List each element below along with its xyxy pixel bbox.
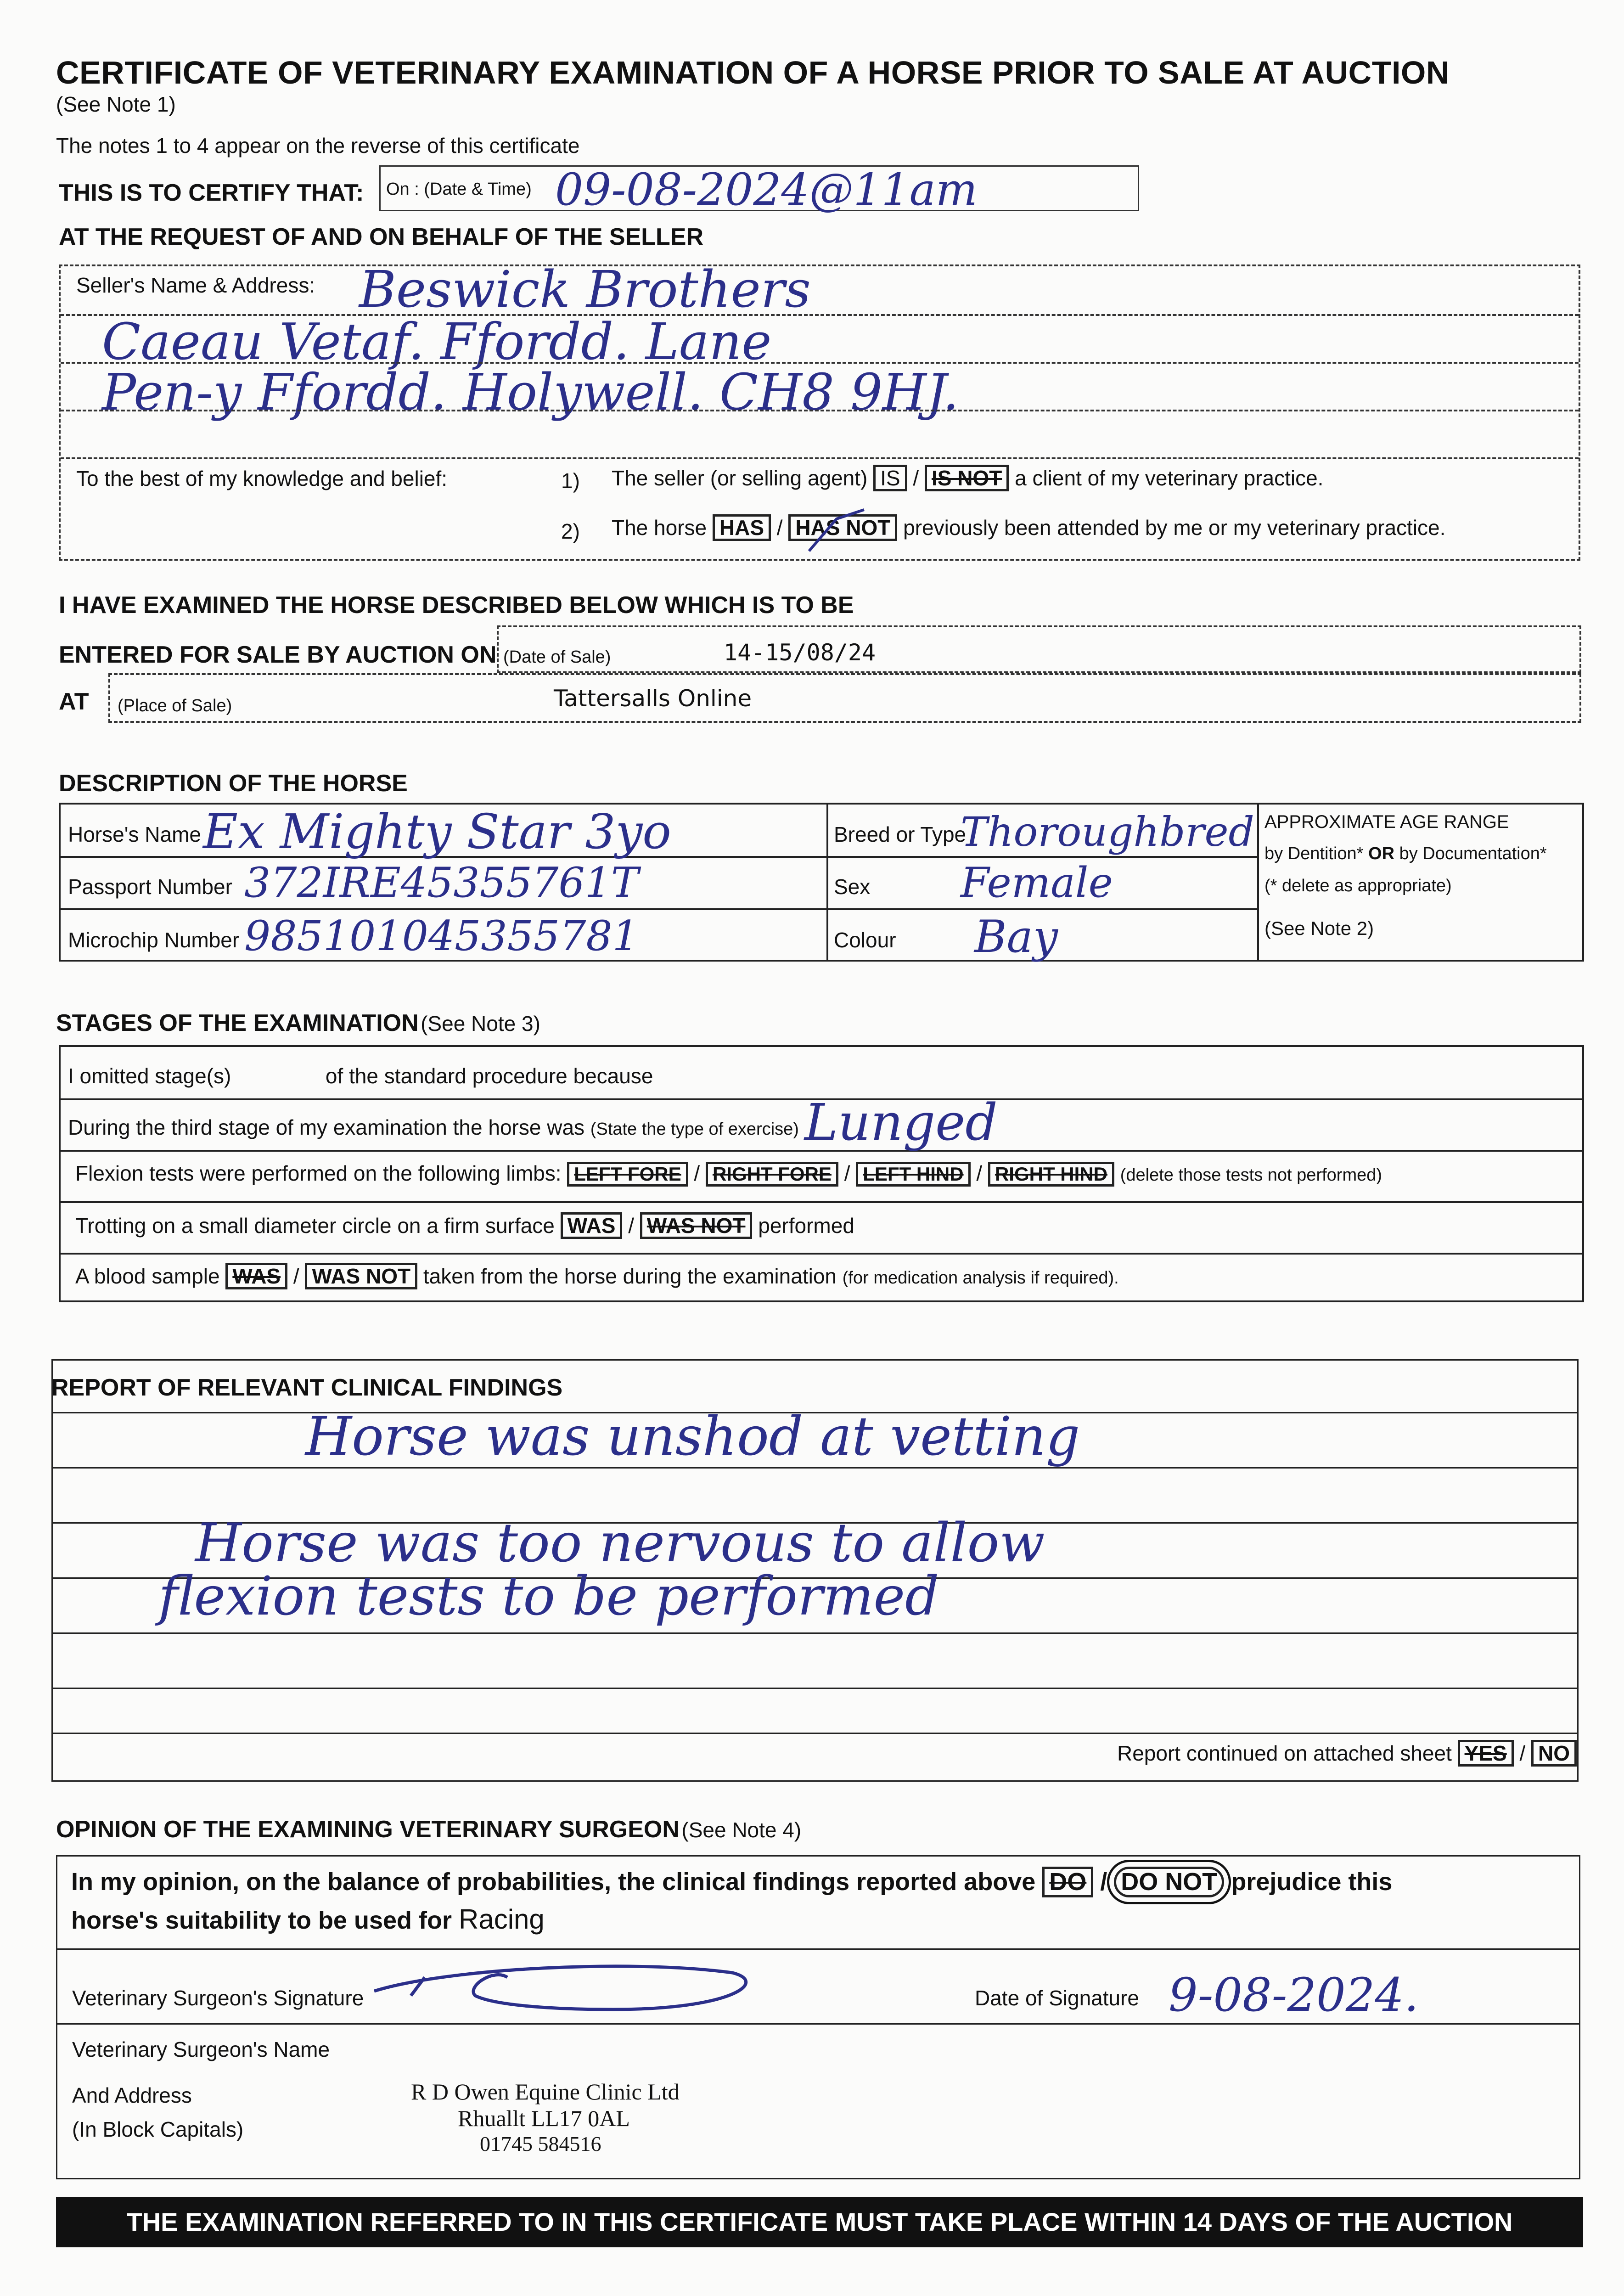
seller-box [59,260,1580,561]
opinion-use-value[interactable]: Racing [459,1904,545,1935]
continued-row: Report continued on attached sheet YES / NO [1117,1740,1577,1767]
omitted-post: of the standard procedure because [325,1064,653,1088]
vet-address-label: And Address [72,2083,192,2107]
sale-place-label: (Place of Sale) [118,696,232,715]
footer-banner [56,2197,1583,2247]
notes-line: The notes 1 to 4 appear on the reverse of this certificate [56,134,580,158]
sale-place-value: Tattersalls Online [554,685,752,712]
certify-label: THIS IS TO CERTIFY THAT: [59,180,364,206]
signature-label: Veterinary Surgeon's Signature [72,1986,364,2010]
passport-value[interactable]: 372IRE45355761T [244,859,639,907]
limb-right-fore[interactable]: RIGHT FORE [706,1162,838,1187]
sale-date-field[interactable] [497,625,1581,673]
vet-name-label: Veterinary Surgeon's Name [72,2037,330,2061]
age-or: OR [1368,844,1395,863]
item1-is-not[interactable]: IS NOT [925,465,1009,491]
item2-post: previously been attended by me or my veterinary practice. [903,516,1446,540]
description-heading: DESCRIPTION OF THE HORSE [59,770,408,797]
desc-col-line-1 [826,805,828,960]
blood-hint: (for medication analysis if required). [842,1268,1119,1288]
examined-line: I HAVE EXAMINED THE HORSE DESCRIBED BELOW WHICH IS TO BE [59,592,854,619]
entered-label: ENTERED FOR SALE BY AUCTION ON [59,642,497,668]
opinion-do-not[interactable]: DO NOT [1114,1867,1224,1897]
colour-value[interactable]: Bay [974,911,1058,962]
limb-left-fore[interactable]: LEFT FORE [567,1162,688,1187]
blood-row: A blood sample WAS / WAS NOT taken from the horse during the examination (for medication analysis if required). [75,1263,1119,1289]
seller-line3[interactable]: Pen-y Ffordd. Holywell. CH8 9HJ. [102,363,959,422]
exercise-value[interactable]: Lunged [804,1093,998,1152]
opinion-text-line2: horse's suitability to be used for [71,1907,452,1934]
report-line-5 [53,1632,1577,1634]
age-documentation[interactable]: by Documentation* [1399,844,1547,863]
report-box [51,1359,1579,1782]
stamp-line-2: Rhuallt LL17 0AL [458,2105,630,2131]
horse-name-label: Horse's Name [68,822,201,846]
see-note-1: (See Note 1) [56,92,176,116]
footer-banner-text: THE EXAMINATION REFERRED TO IN THIS CERTIFICATE MUST TAKE PLACE WITHIN 14 DAYS OF THE AUCTION [126,2207,1513,2236]
description-table [59,803,1584,962]
continued-yes[interactable]: YES [1458,1740,1514,1767]
seller-name-label: Seller's Name & Address: [76,273,315,297]
has-not-strike-mark [804,505,869,556]
on-date-field[interactable] [379,164,1139,215]
item2-has[interactable]: HAS [713,514,771,541]
seller-line1[interactable]: Beswick Brothers [359,260,811,319]
trot-pre: Trotting on a small diameter circle on a firm surface [75,1214,555,1238]
opinion-line2 [71,1903,545,1935]
age-range-title: APPROXIMATE AGE RANGE [1264,812,1509,832]
seller-line2[interactable]: Caeau Vetaf. Ffordd. Lane [102,312,772,371]
seller-section-heading: AT THE REQUEST OF AND ON BEHALF OF THE SELLER [59,224,703,250]
sale-date-label: (Date of Sale) [503,647,611,667]
item1-num: 1) [561,469,580,493]
third-stage-hint: (State the type of exercise) [590,1120,799,1139]
trot-post: performed [758,1214,854,1238]
opinion-text-post: prejudice this [1231,1868,1393,1896]
signature-box [56,1950,1580,2179]
third-stage-row [68,1115,799,1140]
omitted-row [68,1064,653,1088]
on-date-label: On : (Date & Time) [386,180,532,199]
desc-row-line-2 [61,908,1257,910]
blood-was-not[interactable]: WAS NOT [305,1263,417,1289]
trot-was[interactable]: WAS [561,1212,623,1239]
passport-label: Passport Number [68,875,232,899]
block-capitals-label: (In Block Capitals) [72,2117,244,2141]
opinion-text-pre: In my opinion, on the balance of probabilities, the clinical findings reported above [71,1868,1036,1896]
stamp-line-3: 01745 584516 [480,2132,601,2155]
seller-divider-3 [61,410,1579,411]
belief-label: To the best of my knowledge and belief: [76,467,448,490]
blood-was[interactable]: WAS [225,1263,287,1289]
stages-title: STAGES OF THE EXAMINATION [56,1010,419,1036]
certificate-title: CERTIFICATE OF VETERINARY EXAMINATION OF A HORSE PRIOR TO SALE AT AUCTION [56,55,1450,90]
limb-right-hind[interactable]: RIGHT HIND [988,1162,1114,1187]
flexion-row: Flexion tests were performed on the following limbs: LEFT FORE / RIGHT FORE / LEFT HIND / RIGHT HIND (delete those tests not performed) [75,1161,1382,1187]
flexion-pre: Flexion tests were performed on the following limbs: [75,1161,562,1185]
vet-signature[interactable] [356,1941,769,2023]
item2-pre: The horse [612,516,707,540]
item1-row: The seller (or selling agent) IS / IS NOT a client of my veterinary practice. [612,465,1323,491]
microchip-value[interactable]: 985101045355781 [244,912,639,960]
desc-col-line-2 [1257,805,1259,960]
trot-was-not[interactable]: WAS NOT [640,1212,753,1239]
item1-post: a client of my veterinary practice. [1015,466,1324,490]
item2-num: 2) [561,519,580,543]
opinion-heading [56,1816,801,1843]
trot-row: Trotting on a small diameter circle on a firm surface WAS / WAS NOT performed [75,1212,854,1239]
breed-value[interactable]: Thoroughbred [961,808,1254,855]
report-line-7 [53,1733,1577,1734]
breed-label: Breed or Type [834,822,967,846]
continued-label: Report continued on attached sheet [1117,1741,1452,1765]
blood-post: taken from the horse during the examination [423,1264,837,1288]
opinion-see-note: (See Note 4) [681,1818,802,1842]
sale-date-value: 14-15/08/24 [724,639,876,666]
third-stage-text: During the third stage of my examination the horse was [68,1115,585,1139]
stages-table [59,1045,1584,1302]
sale-place-field[interactable] [108,673,1581,723]
stages-line-4 [61,1253,1582,1255]
stages-line-3 [61,1201,1582,1203]
age-range-methods [1264,844,1547,864]
on-date-value: 09-08-2024@11am [555,164,978,215]
item2-row: The horse HAS / HAS NOT previously been attended by me or my veterinary practice. [612,514,1445,541]
horse-name-value[interactable]: Ex Mighty Star 3yo [203,804,671,860]
opinion-box [56,1855,1580,1950]
item1-is[interactable]: IS [873,465,907,491]
age-see-note: (See Note 2) [1264,917,1374,939]
seller-divider-2 [61,362,1579,364]
finding-line-2[interactable]: Horse was too nervous to allow [195,1512,1045,1574]
opinion-title: OPINION OF THE EXAMINING VETERINARY SURGEON [56,1816,680,1843]
age-delete-note: (* delete as appropriate) [1264,876,1452,895]
stages-see-note: (See Note 3) [421,1012,540,1035]
item2-has-not[interactable]: HAS NOT [788,514,897,541]
sig-line-1 [57,2023,1579,2025]
finding-line-1[interactable]: Horse was unshod at vetting [305,1406,1080,1468]
sex-value[interactable]: Female [961,859,1113,907]
sex-label: Sex [834,875,871,899]
date-signature-label: Date of Signature [975,1986,1140,2010]
report-heading: REPORT OF RELEVANT CLINICAL FINDINGS [51,1374,563,1401]
item1-pre: The seller (or selling agent) [612,466,868,490]
omitted-pre: I omitted stage(s) [68,1064,231,1088]
report-line-6 [53,1688,1577,1689]
seller-divider-1 [61,314,1579,316]
opinion-line1: In my opinion, on the balance of probabilities, the clinical findings reported above DO / DO NOT prejudice this [71,1867,1392,1897]
stages-heading [56,1009,540,1037]
colour-label: Colour [834,928,896,952]
stamp-line-1: R D Owen Equine Clinic Ltd [411,2079,680,2105]
age-dentition[interactable]: by Dentition* [1264,844,1364,863]
finding-line-3[interactable]: flexion tests to be performed [158,1565,939,1627]
limb-left-hind[interactable]: LEFT HIND [856,1162,970,1187]
date-signature-value[interactable]: 9-08-2024. [1169,1968,1419,2022]
flexion-post: (delete those tests not performed) [1120,1165,1382,1185]
opinion-do[interactable]: DO [1042,1867,1093,1897]
seller-divider-4 [61,457,1579,459]
blood-pre: A blood sample [75,1264,220,1288]
microchip-label: Microchip Number [68,928,240,952]
at-label: AT [59,688,89,715]
continued-no[interactable]: NO [1531,1740,1577,1767]
